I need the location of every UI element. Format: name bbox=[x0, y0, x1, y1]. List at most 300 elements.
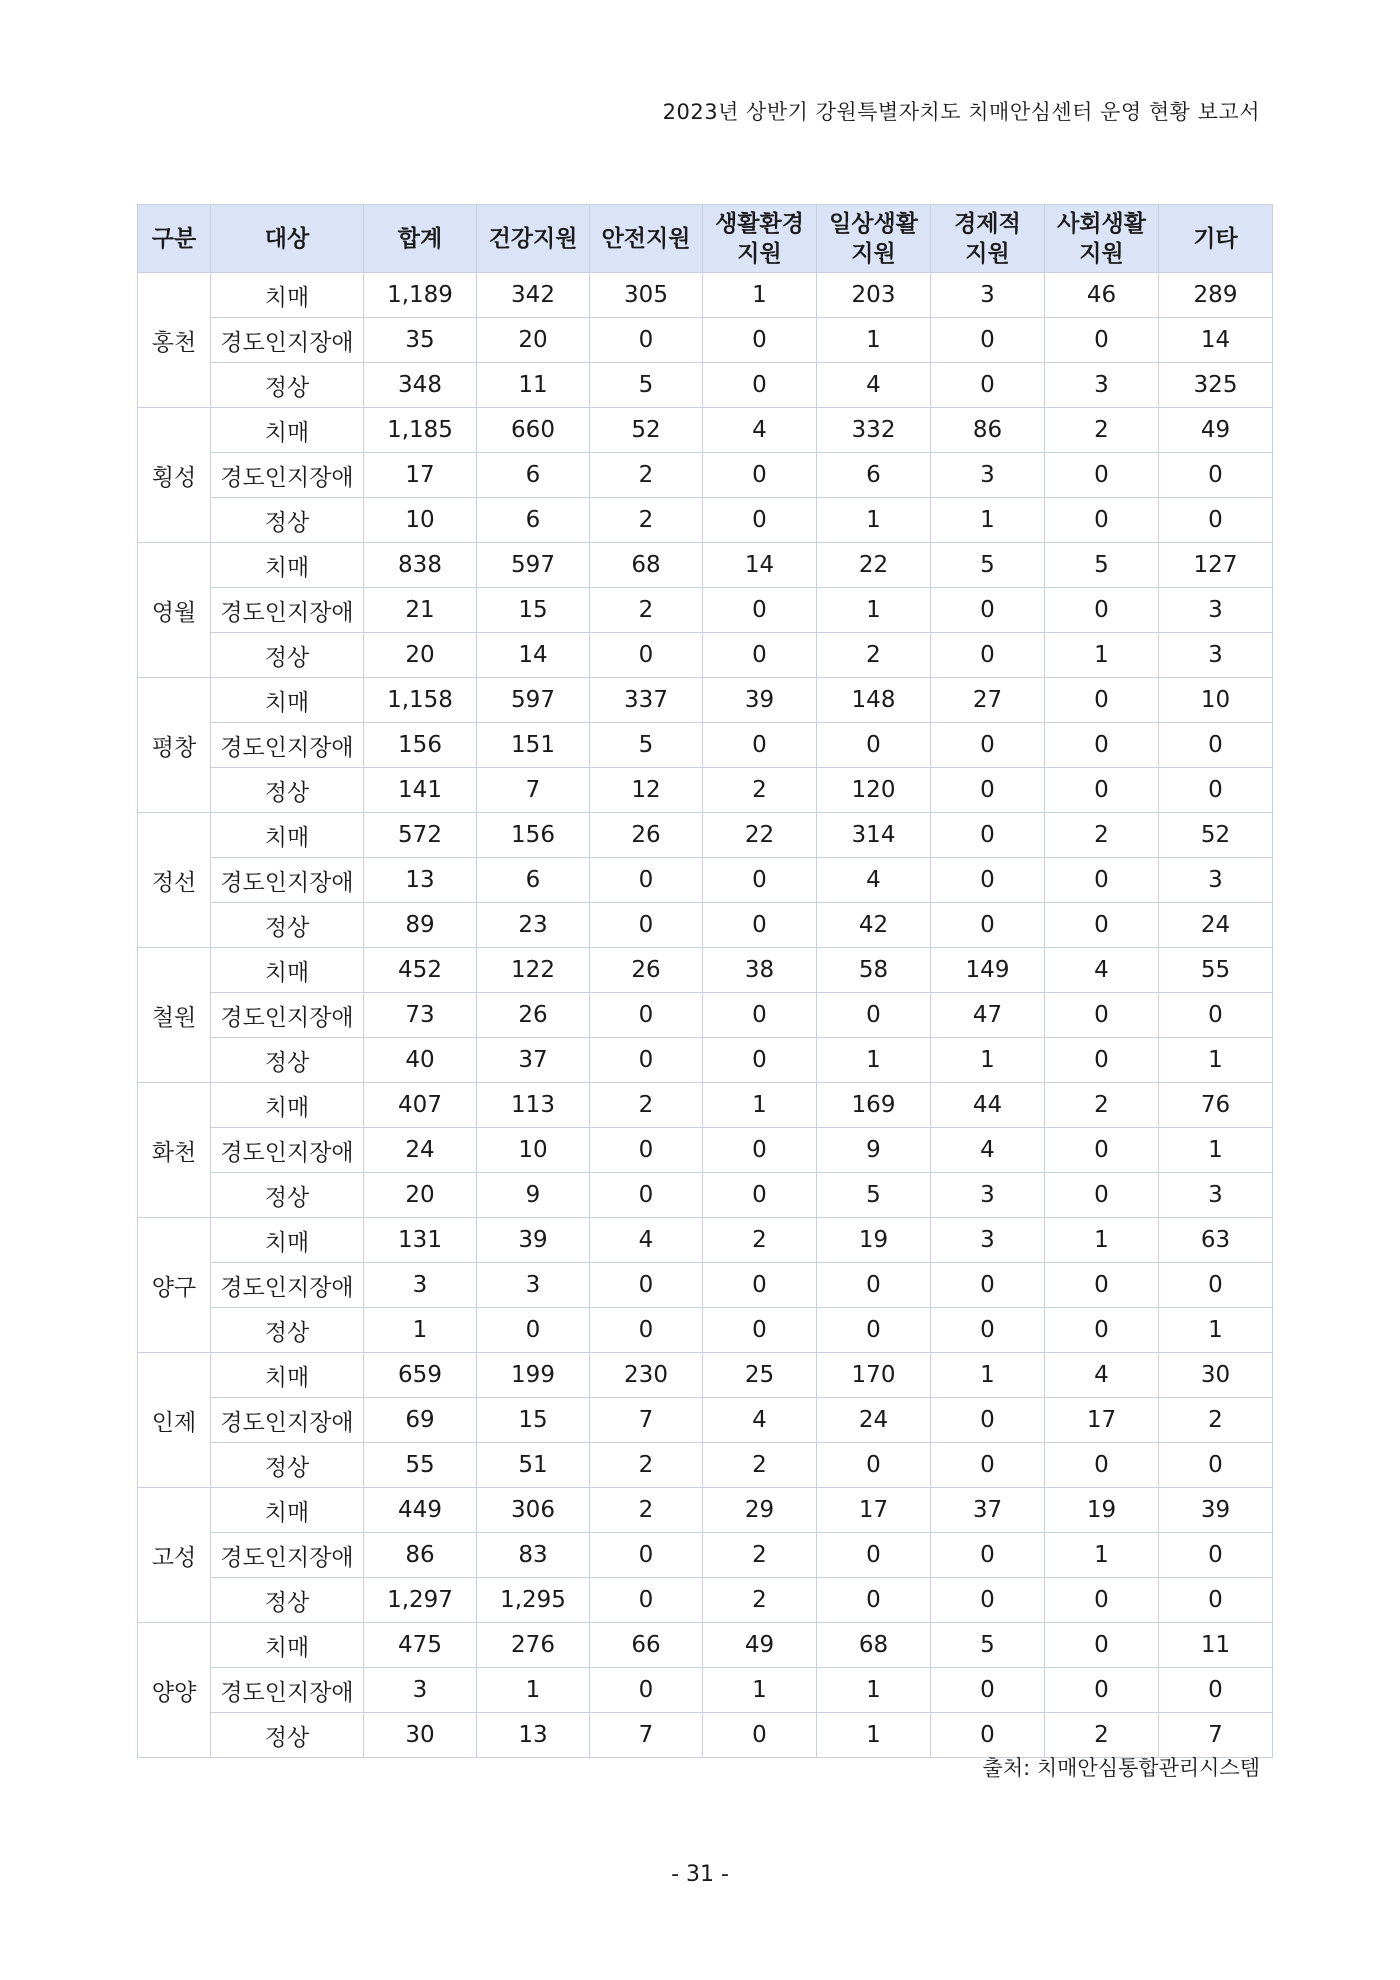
value-cell: 25 bbox=[703, 1353, 817, 1398]
value-cell: 0 bbox=[931, 723, 1045, 768]
target-cell: 정상 bbox=[211, 903, 364, 948]
value-cell: 0 bbox=[703, 453, 817, 498]
value-cell: 5 bbox=[590, 363, 703, 408]
value-cell: 3 bbox=[931, 1173, 1045, 1218]
value-cell: 0 bbox=[1159, 768, 1273, 813]
value-cell: 597 bbox=[477, 678, 590, 723]
value-cell: 7 bbox=[590, 1713, 703, 1758]
region-cell: 화천 bbox=[138, 1083, 211, 1218]
value-cell: 15 bbox=[477, 588, 590, 633]
value-cell: 838 bbox=[364, 543, 477, 588]
value-cell: 73 bbox=[364, 993, 477, 1038]
value-cell: 449 bbox=[364, 1488, 477, 1533]
value-cell: 39 bbox=[1159, 1488, 1273, 1533]
value-cell: 0 bbox=[1045, 1443, 1159, 1488]
value-cell: 3 bbox=[1045, 363, 1159, 408]
value-cell: 2 bbox=[703, 1578, 817, 1623]
value-cell: 0 bbox=[590, 1128, 703, 1173]
value-cell: 26 bbox=[477, 993, 590, 1038]
value-cell: 2 bbox=[817, 633, 931, 678]
value-cell: 325 bbox=[1159, 363, 1273, 408]
target-cell: 치매 bbox=[211, 273, 364, 318]
value-cell: 1,185 bbox=[364, 408, 477, 453]
value-cell: 0 bbox=[703, 633, 817, 678]
table-row bbox=[138, 723, 1273, 768]
value-cell: 5 bbox=[931, 543, 1045, 588]
target-cell: 치매 bbox=[211, 1623, 364, 1668]
target-cell: 정상 bbox=[211, 1578, 364, 1623]
value-cell: 0 bbox=[817, 1263, 931, 1308]
target-cell: 정상 bbox=[211, 768, 364, 813]
value-cell: 29 bbox=[703, 1488, 817, 1533]
value-cell: 0 bbox=[1045, 498, 1159, 543]
value-cell: 131 bbox=[364, 1218, 477, 1263]
value-cell: 63 bbox=[1159, 1218, 1273, 1263]
value-cell: 86 bbox=[364, 1533, 477, 1578]
target-cell: 정상 bbox=[211, 1308, 364, 1353]
target-cell: 경도인지장애 bbox=[211, 993, 364, 1038]
value-cell: 0 bbox=[931, 858, 1045, 903]
value-cell: 3 bbox=[1159, 588, 1273, 633]
table-row bbox=[138, 1668, 1273, 1713]
target-cell: 치매 bbox=[211, 543, 364, 588]
value-cell: 58 bbox=[817, 948, 931, 993]
value-cell: 1 bbox=[1045, 633, 1159, 678]
table-row bbox=[138, 633, 1273, 678]
column-header-label: 일상생활 bbox=[829, 210, 918, 237]
value-cell: 156 bbox=[364, 723, 477, 768]
value-cell: 199 bbox=[477, 1353, 590, 1398]
value-cell: 1,158 bbox=[364, 678, 477, 723]
column-header-9 bbox=[1159, 205, 1273, 273]
value-cell: 0 bbox=[703, 498, 817, 543]
column-header-8 bbox=[1045, 205, 1159, 273]
value-cell: 0 bbox=[590, 993, 703, 1038]
target-cell: 정상 bbox=[211, 1713, 364, 1758]
value-cell: 68 bbox=[817, 1623, 931, 1668]
value-cell: 0 bbox=[1045, 1038, 1159, 1083]
value-cell: 0 bbox=[1045, 1263, 1159, 1308]
value-cell: 1 bbox=[1045, 1533, 1159, 1578]
table-row bbox=[138, 498, 1273, 543]
value-cell: 0 bbox=[1045, 1128, 1159, 1173]
value-cell: 19 bbox=[817, 1218, 931, 1263]
value-cell: 306 bbox=[477, 1488, 590, 1533]
value-cell: 17 bbox=[364, 453, 477, 498]
table-row bbox=[138, 1353, 1273, 1398]
target-cell: 치매 bbox=[211, 678, 364, 723]
value-cell: 0 bbox=[931, 633, 1045, 678]
value-cell: 3 bbox=[931, 273, 1045, 318]
value-cell: 55 bbox=[1159, 948, 1273, 993]
value-cell: 14 bbox=[477, 633, 590, 678]
target-cell: 경도인지장애 bbox=[211, 723, 364, 768]
value-cell: 3 bbox=[1159, 633, 1273, 678]
column-header-6 bbox=[817, 205, 931, 273]
value-cell: 0 bbox=[1045, 858, 1159, 903]
column-header-sublabel: 지원 bbox=[851, 240, 896, 267]
value-cell: 0 bbox=[1045, 993, 1159, 1038]
value-cell: 17 bbox=[1045, 1398, 1159, 1443]
value-cell: 572 bbox=[364, 813, 477, 858]
value-cell: 2 bbox=[1045, 1083, 1159, 1128]
value-cell: 4 bbox=[1045, 1353, 1159, 1398]
table-row bbox=[138, 273, 1273, 318]
value-cell: 4 bbox=[817, 858, 931, 903]
value-cell: 69 bbox=[364, 1398, 477, 1443]
table-row bbox=[138, 363, 1273, 408]
value-cell: 0 bbox=[1045, 723, 1159, 768]
value-cell: 0 bbox=[1045, 453, 1159, 498]
value-cell: 19 bbox=[1045, 1488, 1159, 1533]
value-cell: 0 bbox=[931, 1263, 1045, 1308]
value-cell: 0 bbox=[1159, 723, 1273, 768]
value-cell: 0 bbox=[1159, 1443, 1273, 1488]
value-cell: 5 bbox=[590, 723, 703, 768]
value-cell: 0 bbox=[1045, 1623, 1159, 1668]
value-cell: 22 bbox=[817, 543, 931, 588]
value-cell: 2 bbox=[590, 498, 703, 543]
value-cell: 1,295 bbox=[477, 1578, 590, 1623]
value-cell: 37 bbox=[477, 1038, 590, 1083]
target-cell: 정상 bbox=[211, 1173, 364, 1218]
value-cell: 0 bbox=[931, 903, 1045, 948]
region-cell: 횡성 bbox=[138, 408, 211, 543]
value-cell: 37 bbox=[931, 1488, 1045, 1533]
table-row bbox=[138, 1578, 1273, 1623]
region-cell: 정선 bbox=[138, 813, 211, 948]
value-cell: 20 bbox=[364, 1173, 477, 1218]
value-cell: 4 bbox=[931, 1128, 1045, 1173]
value-cell: 3 bbox=[364, 1668, 477, 1713]
column-header-4 bbox=[590, 205, 703, 273]
value-cell: 127 bbox=[1159, 543, 1273, 588]
value-cell: 1 bbox=[817, 498, 931, 543]
value-cell: 342 bbox=[477, 273, 590, 318]
value-cell: 6 bbox=[817, 453, 931, 498]
value-cell: 305 bbox=[590, 273, 703, 318]
value-cell: 0 bbox=[703, 588, 817, 633]
value-cell: 1 bbox=[1159, 1128, 1273, 1173]
value-cell: 0 bbox=[1159, 1578, 1273, 1623]
table-row bbox=[138, 1533, 1273, 1578]
value-cell: 4 bbox=[817, 363, 931, 408]
region-cell: 영월 bbox=[138, 543, 211, 678]
value-cell: 2 bbox=[590, 588, 703, 633]
value-cell: 0 bbox=[931, 1533, 1045, 1578]
target-cell: 경도인지장애 bbox=[211, 588, 364, 633]
table-row bbox=[138, 588, 1273, 633]
value-cell: 1 bbox=[364, 1308, 477, 1353]
table-row bbox=[138, 903, 1273, 948]
target-cell: 치매 bbox=[211, 1353, 364, 1398]
column-header-0 bbox=[138, 205, 211, 273]
value-cell: 1 bbox=[703, 273, 817, 318]
table-row bbox=[138, 813, 1273, 858]
value-cell: 30 bbox=[1159, 1353, 1273, 1398]
value-cell: 13 bbox=[477, 1713, 590, 1758]
table-row bbox=[138, 453, 1273, 498]
table-header bbox=[138, 205, 1273, 273]
table-row bbox=[138, 1173, 1273, 1218]
value-cell: 230 bbox=[590, 1353, 703, 1398]
region-cell: 평창 bbox=[138, 678, 211, 813]
table-row bbox=[138, 318, 1273, 363]
value-cell: 52 bbox=[590, 408, 703, 453]
value-cell: 1 bbox=[703, 1668, 817, 1713]
table-row bbox=[138, 1218, 1273, 1263]
value-cell: 156 bbox=[477, 813, 590, 858]
value-cell: 203 bbox=[817, 273, 931, 318]
value-cell: 6 bbox=[477, 498, 590, 543]
value-cell: 0 bbox=[1045, 678, 1159, 723]
value-cell: 0 bbox=[1159, 1668, 1273, 1713]
value-cell: 314 bbox=[817, 813, 931, 858]
value-cell: 122 bbox=[477, 948, 590, 993]
table-row bbox=[138, 1713, 1273, 1758]
value-cell: 40 bbox=[364, 1038, 477, 1083]
region-cell: 양양 bbox=[138, 1623, 211, 1758]
value-cell: 10 bbox=[1159, 678, 1273, 723]
value-cell: 39 bbox=[703, 678, 817, 723]
value-cell: 42 bbox=[817, 903, 931, 948]
value-cell: 3 bbox=[1159, 858, 1273, 903]
value-cell: 26 bbox=[590, 948, 703, 993]
table-row bbox=[138, 408, 1273, 453]
value-cell: 1 bbox=[1159, 1308, 1273, 1353]
value-cell: 0 bbox=[703, 318, 817, 363]
column-header-label: 대상 bbox=[264, 225, 310, 252]
value-cell: 0 bbox=[477, 1308, 590, 1353]
value-cell: 0 bbox=[703, 723, 817, 768]
value-cell: 15 bbox=[477, 1398, 590, 1443]
value-cell: 26 bbox=[590, 813, 703, 858]
target-cell: 경도인지장애 bbox=[211, 858, 364, 903]
value-cell: 47 bbox=[931, 993, 1045, 1038]
value-cell: 2 bbox=[1045, 813, 1159, 858]
value-cell: 2 bbox=[703, 768, 817, 813]
region-cell: 인제 bbox=[138, 1353, 211, 1488]
value-cell: 276 bbox=[477, 1623, 590, 1668]
target-cell: 경도인지장애 bbox=[211, 1668, 364, 1713]
value-cell: 0 bbox=[817, 1443, 931, 1488]
value-cell: 170 bbox=[817, 1353, 931, 1398]
value-cell: 14 bbox=[703, 543, 817, 588]
value-cell: 6 bbox=[477, 858, 590, 903]
value-cell: 0 bbox=[590, 1173, 703, 1218]
table-row bbox=[138, 1488, 1273, 1533]
value-cell: 24 bbox=[817, 1398, 931, 1443]
value-cell: 21 bbox=[364, 588, 477, 633]
table-row bbox=[138, 1263, 1273, 1308]
target-cell: 정상 bbox=[211, 498, 364, 543]
value-cell: 83 bbox=[477, 1533, 590, 1578]
target-cell: 정상 bbox=[211, 1038, 364, 1083]
column-header-label: 건강지원 bbox=[488, 225, 578, 252]
value-cell: 0 bbox=[590, 318, 703, 363]
value-cell: 5 bbox=[817, 1173, 931, 1218]
value-cell: 1,189 bbox=[364, 273, 477, 318]
value-cell: 2 bbox=[703, 1443, 817, 1488]
value-cell: 35 bbox=[364, 318, 477, 363]
value-cell: 0 bbox=[931, 588, 1045, 633]
value-cell: 0 bbox=[1045, 1578, 1159, 1623]
value-cell: 3 bbox=[477, 1263, 590, 1308]
value-cell: 20 bbox=[477, 318, 590, 363]
column-header-7 bbox=[931, 205, 1045, 273]
value-cell: 0 bbox=[1159, 1263, 1273, 1308]
column-header-sublabel: 지원 bbox=[1079, 240, 1124, 267]
value-cell: 6 bbox=[477, 453, 590, 498]
value-cell: 0 bbox=[931, 813, 1045, 858]
value-cell: 1 bbox=[817, 588, 931, 633]
target-cell: 치매 bbox=[211, 1488, 364, 1533]
target-cell: 경도인지장애 bbox=[211, 1128, 364, 1173]
value-cell: 0 bbox=[931, 768, 1045, 813]
value-cell: 0 bbox=[817, 723, 931, 768]
value-cell: 1 bbox=[1159, 1038, 1273, 1083]
value-cell: 0 bbox=[703, 1713, 817, 1758]
value-cell: 0 bbox=[931, 1398, 1045, 1443]
value-cell: 4 bbox=[1045, 948, 1159, 993]
value-cell: 3 bbox=[1159, 1173, 1273, 1218]
value-cell: 0 bbox=[590, 1533, 703, 1578]
target-cell: 경도인지장애 bbox=[211, 1398, 364, 1443]
target-cell: 치매 bbox=[211, 1083, 364, 1128]
table-row bbox=[138, 948, 1273, 993]
column-header-2 bbox=[364, 205, 477, 273]
value-cell: 475 bbox=[364, 1623, 477, 1668]
value-cell: 0 bbox=[703, 1173, 817, 1218]
table-row bbox=[138, 1308, 1273, 1353]
value-cell: 148 bbox=[817, 678, 931, 723]
region-cell: 고성 bbox=[138, 1488, 211, 1623]
value-cell: 1 bbox=[931, 1038, 1045, 1083]
value-cell: 0 bbox=[817, 1578, 931, 1623]
value-cell: 0 bbox=[1045, 318, 1159, 363]
value-cell: 452 bbox=[364, 948, 477, 993]
value-cell: 24 bbox=[1159, 903, 1273, 948]
value-cell: 0 bbox=[931, 363, 1045, 408]
value-cell: 0 bbox=[590, 1308, 703, 1353]
value-cell: 0 bbox=[931, 1713, 1045, 1758]
column-header-1 bbox=[211, 205, 364, 273]
value-cell: 659 bbox=[364, 1353, 477, 1398]
value-cell: 0 bbox=[931, 1308, 1045, 1353]
value-cell: 0 bbox=[590, 858, 703, 903]
value-cell: 169 bbox=[817, 1083, 931, 1128]
target-cell: 경도인지장애 bbox=[211, 1263, 364, 1308]
value-cell: 2 bbox=[703, 1533, 817, 1578]
target-cell: 정상 bbox=[211, 633, 364, 678]
value-cell: 5 bbox=[1045, 543, 1159, 588]
value-cell: 151 bbox=[477, 723, 590, 768]
page-header-title: 2023년 상반기 강원특별자치도 치매안심센터 운영 현황 보고서 bbox=[662, 100, 1260, 124]
column-header-label: 경제적 bbox=[954, 210, 1021, 237]
value-cell: 3 bbox=[364, 1263, 477, 1308]
value-cell: 23 bbox=[477, 903, 590, 948]
value-cell: 1 bbox=[931, 498, 1045, 543]
column-header-3 bbox=[477, 205, 590, 273]
value-cell: 68 bbox=[590, 543, 703, 588]
column-header-label: 안전지원 bbox=[601, 225, 691, 252]
column-header-label: 구분 bbox=[151, 225, 197, 252]
target-cell: 경도인지장애 bbox=[211, 453, 364, 498]
table-row bbox=[138, 1083, 1273, 1128]
table-row bbox=[138, 768, 1273, 813]
column-header-sublabel: 지원 bbox=[965, 240, 1010, 267]
target-cell: 치매 bbox=[211, 408, 364, 453]
value-cell: 89 bbox=[364, 903, 477, 948]
value-cell: 0 bbox=[703, 993, 817, 1038]
value-cell: 141 bbox=[364, 768, 477, 813]
value-cell: 1 bbox=[817, 1038, 931, 1083]
value-cell: 1 bbox=[703, 1083, 817, 1128]
value-cell: 0 bbox=[1045, 1668, 1159, 1713]
value-cell: 2 bbox=[590, 1488, 703, 1533]
value-cell: 9 bbox=[817, 1128, 931, 1173]
table-row bbox=[138, 1038, 1273, 1083]
value-cell: 2 bbox=[1159, 1398, 1273, 1443]
column-header-label: 합계 bbox=[397, 225, 443, 252]
value-cell: 9 bbox=[477, 1173, 590, 1218]
table-row bbox=[138, 993, 1273, 1038]
value-cell: 113 bbox=[477, 1083, 590, 1128]
value-cell: 0 bbox=[703, 903, 817, 948]
value-cell: 13 bbox=[364, 858, 477, 903]
value-cell: 55 bbox=[364, 1443, 477, 1488]
value-cell: 10 bbox=[477, 1128, 590, 1173]
support-stats-table bbox=[137, 204, 1273, 1758]
value-cell: 12 bbox=[590, 768, 703, 813]
value-cell: 0 bbox=[703, 1263, 817, 1308]
value-cell: 17 bbox=[817, 1488, 931, 1533]
value-cell: 1 bbox=[817, 318, 931, 363]
value-cell: 0 bbox=[703, 1128, 817, 1173]
column-header-label: 기타 bbox=[1193, 225, 1238, 252]
value-cell: 149 bbox=[931, 948, 1045, 993]
value-cell: 3 bbox=[931, 453, 1045, 498]
value-cell: 1 bbox=[817, 1668, 931, 1713]
target-cell: 치매 bbox=[211, 948, 364, 993]
value-cell: 4 bbox=[590, 1218, 703, 1263]
table-body bbox=[138, 273, 1273, 1758]
value-cell: 24 bbox=[364, 1128, 477, 1173]
value-cell: 337 bbox=[590, 678, 703, 723]
value-cell: 44 bbox=[931, 1083, 1045, 1128]
value-cell: 7 bbox=[590, 1398, 703, 1443]
value-cell: 86 bbox=[931, 408, 1045, 453]
value-cell: 2 bbox=[1045, 408, 1159, 453]
region-cell: 철원 bbox=[138, 948, 211, 1083]
target-cell: 경도인지장애 bbox=[211, 318, 364, 363]
value-cell: 20 bbox=[364, 633, 477, 678]
value-cell: 11 bbox=[477, 363, 590, 408]
value-cell: 0 bbox=[817, 993, 931, 1038]
value-cell: 66 bbox=[590, 1623, 703, 1668]
value-cell: 49 bbox=[703, 1623, 817, 1668]
value-cell: 49 bbox=[1159, 408, 1273, 453]
value-cell: 0 bbox=[1159, 498, 1273, 543]
value-cell: 0 bbox=[590, 1038, 703, 1083]
table-row bbox=[138, 858, 1273, 903]
value-cell: 0 bbox=[703, 363, 817, 408]
value-cell: 51 bbox=[477, 1443, 590, 1488]
value-cell: 0 bbox=[1045, 1308, 1159, 1353]
value-cell: 14 bbox=[1159, 318, 1273, 363]
value-cell: 4 bbox=[703, 408, 817, 453]
table-row bbox=[138, 1128, 1273, 1173]
